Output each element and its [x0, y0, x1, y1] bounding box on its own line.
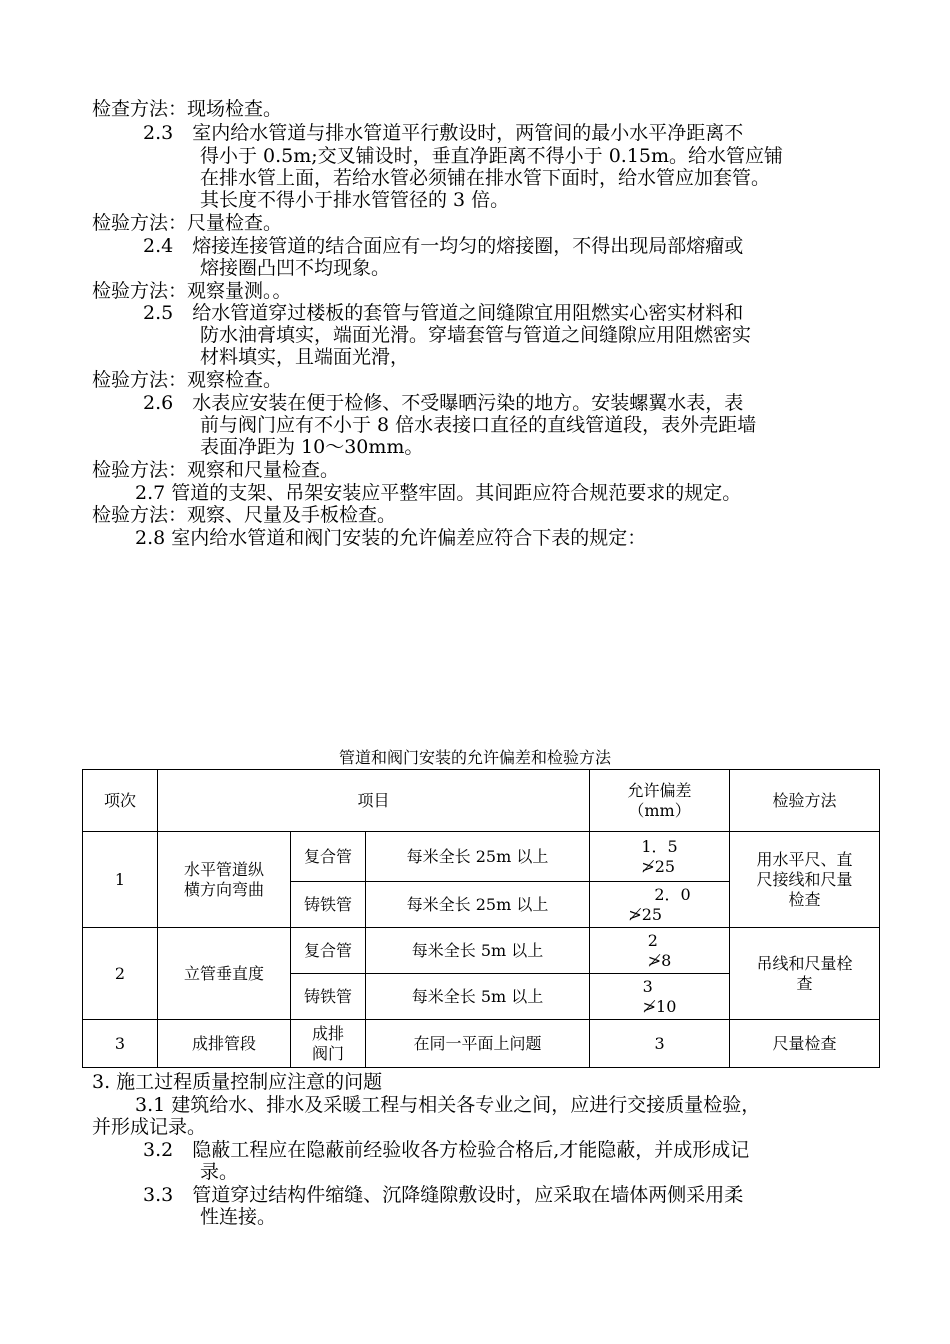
- text-line: 3.2 隐蔽工程应在隐蔽前经验收各方检验合格后,才能隐蔽，并成形成记: [143, 1139, 750, 1161]
- row-material: 铸铁管: [291, 974, 366, 1020]
- row-no: 2: [83, 928, 158, 1020]
- table-caption: 管道和阀门安装的允许偏差和检验方法: [338, 748, 611, 767]
- tolerance-value: 1．5: [641, 836, 678, 856]
- row-tolerance: [590, 882, 730, 928]
- text-line: 检验方法：观察、尺量及手板检查。: [92, 504, 397, 526]
- tolerance-value: 2．0: [654, 884, 691, 904]
- row-desc: 每米全长 25m 以上: [366, 832, 590, 882]
- text-line: 2.8 室内给水管道和阀门安装的允许偏差应符合下表的规定：: [135, 527, 647, 549]
- row-method-line: 查: [796, 973, 813, 993]
- row-method: [730, 928, 880, 1020]
- text-line: 2.6 水表应安装在便于检修、不受曝晒污染的地方。安装螺翼水表，表: [143, 392, 744, 414]
- row-method-line: 吊线和尺量栓: [756, 953, 853, 973]
- text-line: 并形成记录。: [92, 1116, 207, 1138]
- text-line: 检验方法：尺量检查。: [92, 212, 283, 234]
- text-line: 3. 施工过程质量控制应注意的问题: [92, 1071, 383, 1093]
- text-line: 2.7 管道的支架、吊架安装应平整牢固。其间距应符合规范要求的规定。: [135, 482, 742, 504]
- text-line: 在排水管上面，若给水管必须铺在排水管下面时，给水管应加套管。: [200, 167, 771, 189]
- row-desc: 每米全长 5m 以上: [366, 974, 590, 1020]
- tolerance-limit: ≯8: [647, 950, 672, 970]
- tolerance-value: 3: [642, 976, 653, 996]
- row-desc: 在同一平面上问题: [366, 1020, 590, 1068]
- text-line: 其长度不得小于排水管管径的 3 倍。: [200, 189, 510, 211]
- text-line: 前与阀门应有不小于 8 倍水表接口直径的直线管道段，表外壳距墙: [200, 414, 757, 436]
- row-material: [291, 1020, 366, 1068]
- row-item-line: 横方向弯曲: [183, 879, 264, 899]
- text-line: 2.3 室内给水管道与排水管道平行敷设时，两管间的最小水平净距离不: [143, 122, 744, 144]
- text-line: 录。: [200, 1161, 239, 1183]
- text-line: 性连接。: [200, 1206, 277, 1228]
- text-line: 检验方法：观察和尺量检查。: [92, 459, 340, 481]
- row-tolerance: [590, 974, 730, 1020]
- tolerance-limit: ≯10: [642, 996, 677, 1016]
- row-method-line: 用水平尺、直: [756, 849, 853, 869]
- text-line: 2.5 给水管道穿过楼板的套管与管道之间缝隙宜用阻燃实心密实材料和: [143, 302, 744, 324]
- row-material: 铸铁管: [291, 882, 366, 928]
- text-line: 检验方法：观察检查。: [92, 369, 283, 391]
- row-method-line: 检查: [788, 889, 821, 909]
- tolerance-value: 2: [647, 930, 658, 950]
- text-line: 3.1 建筑给水、排水及采暖工程与相关各专业之间，应进行交接质量检验，: [135, 1094, 761, 1116]
- table-header-row: [83, 770, 880, 832]
- text-line: 材料填实，且端面光滑，: [200, 346, 410, 368]
- header-tolerance: [590, 770, 730, 832]
- row-item: 成排管段: [158, 1020, 291, 1068]
- text-line: 得小于 0.5m;交叉铺设时，垂直净距离不得小于 0.15m。给水管应铺: [200, 145, 784, 167]
- row-tolerance: 3: [590, 1020, 730, 1068]
- header-no: 项次: [83, 770, 158, 832]
- row-material-line: 阀门: [311, 1043, 344, 1063]
- text-line: 熔接圈凸凹不均现象。: [200, 257, 391, 279]
- row-material: 复合管: [291, 928, 366, 974]
- table-row: [83, 1020, 880, 1068]
- tolerance-table: [82, 769, 880, 1068]
- row-no: 3: [83, 1020, 158, 1068]
- row-item: 立管垂直度: [158, 928, 291, 1020]
- row-tolerance: [590, 928, 730, 974]
- row-method-line: 尺接线和尺量: [756, 869, 853, 889]
- tolerance-limit: ≯25: [628, 904, 663, 924]
- text-line: 3.3 管道穿过结构件缩缝、沉降缝隙敷设时，应采取在墙体两侧采用柔: [143, 1184, 744, 1206]
- row-method: 尺量检查: [730, 1020, 880, 1068]
- text-line: 检验方法：观察量测。。: [92, 280, 292, 302]
- tolerance-limit: ≯25: [641, 856, 676, 876]
- row-desc: 每米全长 25m 以上: [366, 882, 590, 928]
- text-line: 2.4 熔接连接管道的结合面应有一均匀的熔接圈，不得出现局部熔瘤或: [143, 235, 744, 257]
- row-item: [158, 832, 291, 928]
- text-line: 防水油膏填实，端面光滑。穿墙套管与管道之间缝隙应用阻燃密实: [200, 324, 752, 346]
- row-method: [730, 832, 880, 928]
- header-method: 检验方法: [730, 770, 880, 832]
- header-tolerance-line2: （mm）: [628, 800, 691, 820]
- row-item-line: 水平管道纵: [183, 859, 264, 879]
- row-tolerance: [590, 832, 730, 882]
- text-line: 表面净距为 10～30mm。: [200, 436, 424, 458]
- row-material: 复合管: [291, 832, 366, 882]
- header-tolerance-line1: 允许偏差: [627, 780, 692, 800]
- row-material-line: 成排: [311, 1023, 344, 1043]
- header-item: 项目: [158, 770, 590, 832]
- table-row: [83, 832, 880, 882]
- text-line: 检查方法：现场检查。: [92, 98, 283, 120]
- row-desc: 每米全长 5m 以上: [366, 928, 590, 974]
- row-no: 1: [83, 832, 158, 928]
- table-row: [83, 928, 880, 974]
